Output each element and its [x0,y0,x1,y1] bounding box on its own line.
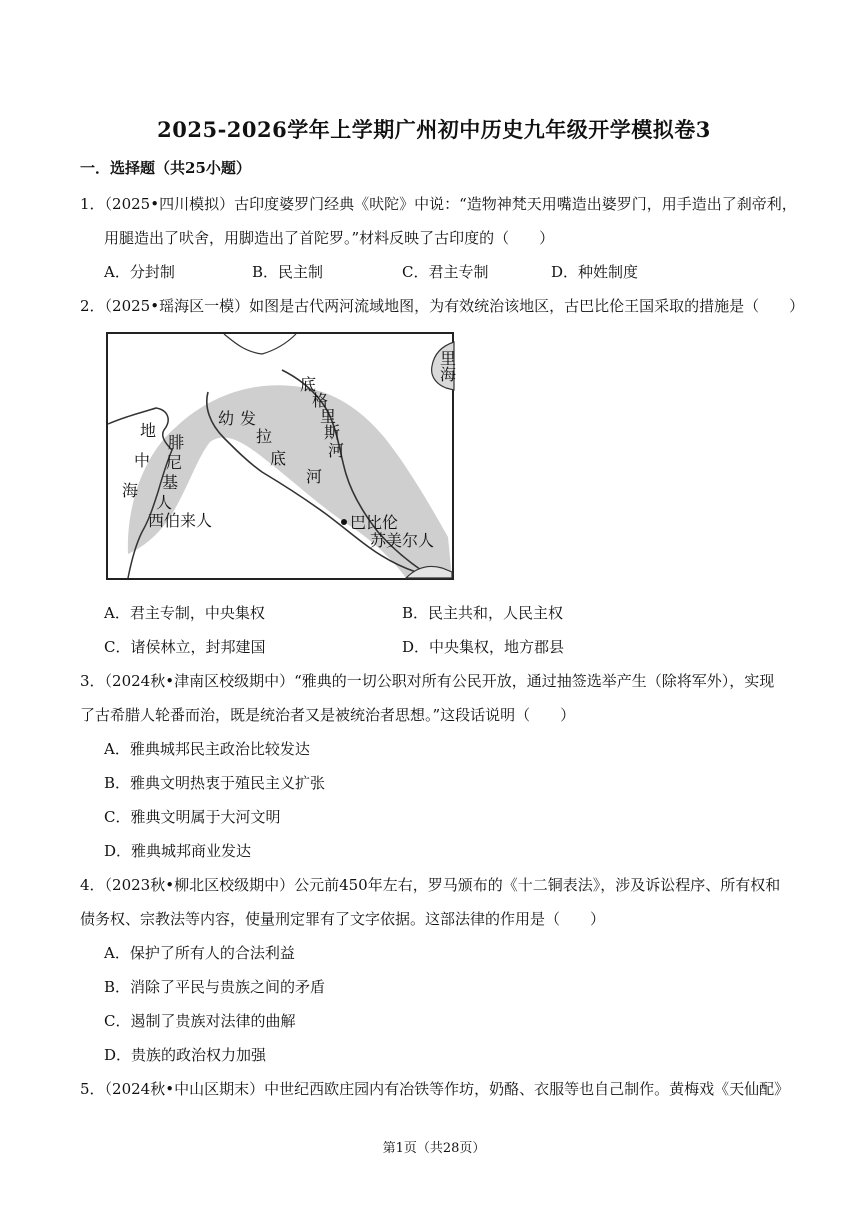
map-label-phoenician-1: 腓 [168,433,185,452]
map-label-euphrates-2: 发 [240,409,257,428]
map-label-hebrew: 西伯来人 [148,511,213,530]
page-footer: 第1页（共28页） [382,1141,486,1156]
map-label-euphrates-1: 幼 [218,409,235,428]
q1-option-d: D．种姓制度 [551,263,639,281]
map-label-tigris-4: 斯 [324,423,341,442]
q4-line1: 4．（2023秋•柳北区校级期中）公元前450年左右，罗马颁布的《十二铜表法》，涉及诉讼程序、所有权和 [80,876,781,894]
map-label-tigris-3: 里 [320,407,337,426]
q1-line2: 用腿造出了吠舍，用脚造出了首陀罗。”材料反映了古印度的（ ） [104,229,555,247]
map-label-tigris-5: 河 [328,441,345,460]
map-label-caspian-2: 海 [440,365,457,384]
q3-option-b: B．雅典文明热衷于殖民主义扩张 [104,774,326,792]
map-label-mediterranean-2: 中 [134,451,151,470]
q2-option-a: A．君主专制，中央集权 [104,604,265,622]
section-heading: 一．选择题（共25小题） [80,159,251,177]
q3-option-d: D．雅典城邦商业发达 [104,842,252,860]
q1-option-c: C．君主专制 [402,263,489,281]
map-label-caspian-1: 里 [440,349,457,368]
map-label-mediterranean-3: 海 [122,481,139,500]
map-label-phoenician-4: 人 [156,493,173,512]
q2-option-b: B．民主共和，人民主权 [402,604,564,622]
q1-option-a: A．分封制 [104,263,175,281]
q3-line1: 3．（2024秋•津南区校级期中）“雅典的一切公职对所有公民开放，通过抽签选举产生（除将军外），实现 [80,672,775,690]
q3-line2: 了古希腊人轮番而治，既是统治者又是被统治者思想。”这段话说明（ ） [80,706,576,724]
page-title: 2025-2026学年上学期广州初中历史九年级开学模拟卷3 [157,117,711,142]
q3-option-c: C．雅典文明属于大河文明 [104,808,281,826]
mesopotamia-map [106,332,457,580]
map-label-sumerian: 苏美尔人 [370,531,435,550]
q2-option-d: D．中央集权，地方郡县 [402,638,565,656]
q1-option-b: B．民主制 [252,263,324,281]
q4-option-a: A．保护了所有人的合法利益 [104,944,295,962]
map-label-tigris-2: 格 [312,391,329,410]
map-label-euphrates-5: 河 [306,467,323,486]
map-label-tigris-1: 底 [300,375,317,394]
q4-line2: 债务权、宗教法等内容，使量刑定罪有了文字依据。这部法律的作用是（ ） [80,910,606,928]
map-label-babylon: 巴比伦 [350,513,399,532]
map-label-phoenician-2: 尼 [166,453,183,472]
q5-line1: 5．（2024秋•中山区期末）中世纪西欧庄园内有冶铁等作坊，奶酪、衣服等也自己制作。黄梅戏《天仙配》 [80,1080,790,1098]
q3-option-a: A．雅典城邦民主政治比较发达 [104,740,310,758]
map-label-mediterranean-1: 地 [140,421,157,440]
q2-option-c: C．诸侯林立，封邦建国 [104,638,266,656]
q4-option-d: D．贵族的政治权力加强 [104,1046,267,1064]
map-label-euphrates-3: 拉 [256,427,273,446]
q1-line1: 1．（2025•四川模拟）古印度婆罗门经典《吠陀》中说：“造物神梵天用嘴造出婆罗门，用手造出了刹帝利， [80,195,797,213]
map-label-euphrates-4: 底 [270,449,287,468]
q4-option-c: C．遏制了贵族对法律的曲解 [104,1012,296,1030]
map-label-phoenician-3: 基 [162,473,179,492]
babylon-marker [341,519,347,525]
q2-line1: 2．（2025•瑶海区一模）如图是古代两河流域地图，为有效统治该地区，古巴比伦王国采取的措施是（ ） [80,297,805,315]
q4-option-b: B．消除了平民与贵族之间的矛盾 [104,978,326,996]
